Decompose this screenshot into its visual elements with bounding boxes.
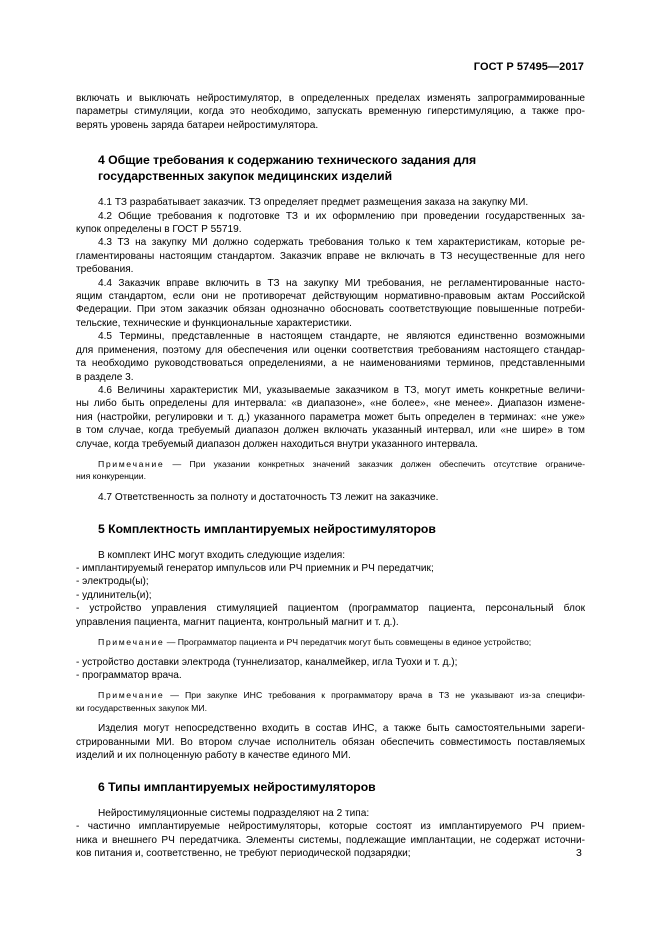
- clause-line: в разделе 3.: [76, 371, 134, 383]
- section-title-line: 5 Комплектность имплантируемых нейростимуляторов: [98, 522, 436, 537]
- section-5-title: [76, 522, 585, 538]
- section-title-line: 6 Типы имплантируемых нейростимуляторов: [98, 780, 376, 795]
- note-line: [76, 458, 585, 470]
- note-text: — Программатор пациента и РЧ передатчик могут быть совмещены в единое устройство;: [164, 637, 532, 648]
- list-item: ков питания и, соответственно, не требуют периодической подзарядки;: [76, 848, 411, 860]
- clause-4-5: [76, 330, 585, 384]
- section-5-list: [76, 549, 585, 629]
- list-item: - устройство управления стимуляцией пациентом (программатор пациента, персональный блок: [76, 603, 585, 615]
- section-title-line: государственных закупок медицинских изделий: [98, 168, 393, 183]
- clause-line: 4.2 Общие требования к подготовке ТЗ и их оформлению при проведении государственных за-: [98, 210, 585, 222]
- section-5-final: [76, 722, 585, 762]
- clause-line: ния (настройки, регулировки и т. д.) указанного параметра может быть определен в терминах: «не уже»: [76, 411, 585, 423]
- note-line: [76, 689, 585, 701]
- intro-line: включать и выключать нейростимулятор, в определенных пределах изменять запрограммированные: [76, 93, 585, 104]
- clause-4-4: [76, 277, 585, 331]
- clause-line: требования.: [76, 264, 134, 276]
- clause-line: тельские, технические и функциональные характеристики.: [76, 317, 352, 329]
- clause-line: Федерации. При этом заказчик обязан однозначно обосновать соответствующие повышенные потреби-: [76, 304, 585, 316]
- note-5-2: [76, 689, 585, 714]
- clause-line: купок определены в ГОСТ Р 55719.: [76, 224, 242, 236]
- clause-line: 4.6 Величины характеристик МИ, указываемые заказчиком в ТЗ, могут иметь конкретные величи-: [98, 384, 585, 396]
- paragraph-line: Изделия могут непосредственно входить в состав ИНС, а также быть самостоятельными зареги-: [98, 723, 585, 735]
- clause-line: 4.4 Заказчик вправе включить в ТЗ на закупку МИ требования, не регламентированные насто-: [98, 277, 585, 289]
- section-5-list-cont: [76, 656, 585, 683]
- note-label: Примечание: [98, 637, 165, 648]
- clause-4-3: [76, 236, 585, 276]
- list-item: - программатор врача.: [76, 669, 182, 681]
- paragraph-line: стрированными МИ. Во втором случае исполнитель обязан обеспечить совместимость поставляемых: [76, 736, 585, 748]
- note-4: [76, 458, 585, 483]
- section-4-title: [76, 153, 585, 184]
- note-line: [76, 636, 585, 648]
- clause-line: для применения, поэтому для обеспечения или оценки соответствия требованиям настоящего стандар-: [76, 344, 585, 356]
- clause-4-2: [76, 210, 585, 237]
- list-item: - электроды(ы);: [76, 576, 149, 588]
- note-5-1: [76, 636, 585, 648]
- note-text: — При указании конкретных значений заказчик должен обеспечить отсутствие ограниче-: [164, 458, 585, 469]
- note-label: Примечание: [98, 458, 165, 469]
- clause-line: 4.7 Ответственность за полноту и достаточность ТЗ лежит на заказчике.: [98, 491, 439, 503]
- document-body: [76, 92, 585, 860]
- clause-line: ны либо быть определены для интервала: «в диапазоне», «не более», «не менее». Диапазон измене-: [76, 398, 585, 410]
- note-line: ки государственных закупок МИ.: [76, 702, 207, 713]
- page-number: 3: [576, 847, 582, 859]
- clause-line: 4.1 ТЗ разрабатывает заказчик. ТЗ определяет предмет размещения заказа на закупку МИ.: [98, 197, 529, 209]
- clause-line: та необходимо руководствоваться определениями, а не наименованиями терминов, представленными: [76, 358, 585, 370]
- document-code: ГОСТ Р 57495—2017: [473, 61, 584, 73]
- clause-line: ящим стандартом, если они не противоречат действующим нормативно-правовым актам Российской: [76, 291, 585, 303]
- clause-4-1: [76, 196, 585, 209]
- clause-line: случае, когда требуемый диапазон должен находиться внутри указанного интервала.: [76, 438, 478, 450]
- paragraph-line: изделий и их полноценную работу в качестве единого МИ.: [76, 749, 351, 761]
- section-title-line: 4 Общие требования к содержанию технического задания для: [98, 153, 477, 168]
- intro-line: верять уровень заряда батареи нейростимулятора.: [76, 119, 319, 131]
- clause-4-7: [76, 491, 585, 504]
- paragraph-line: Нейростимуляционные системы подразделяют на 2 типа:: [98, 807, 370, 819]
- list-item: - имплантируемый генератор импульсов или РЧ приемник и РЧ передатчик;: [76, 563, 434, 575]
- clause-line: в том случае, когда требуемый диапазон должен включать указанный интервал, или «не шире» в том: [76, 425, 585, 437]
- section-6-title: [76, 780, 585, 796]
- list-intro: В комплект ИНС могут входить следующие изделия:: [98, 549, 346, 561]
- note-label: Примечание: [98, 690, 165, 701]
- clause-line: 4.5 Термины, представленные в настоящем стандарте, не являются единственно возможными: [98, 331, 585, 343]
- clause-line: 4.3 ТЗ на закупку МИ должно содержать требования только к тем характеристикам, которые ре-: [98, 237, 585, 249]
- list-item: - устройство доставки электрода (туннелизатор, каналмейкер, игла Туохи и т. д.);: [76, 656, 458, 668]
- list-item: - частично имплантируемые нейростимуляторы, которые состоят из имплантируемого РЧ прием-: [76, 821, 585, 833]
- section-6-body: [76, 807, 585, 861]
- list-item: - удлинитель(и);: [76, 589, 152, 601]
- note-line: ния конкуренции.: [76, 471, 146, 482]
- clause-line: гламентированы настоящим стандартом. Заказчик вправе не включать в ТЗ несущественные для него: [76, 250, 585, 262]
- note-text: — При закупке ИНС требования к программатору врача в ТЗ не указывают из-за специфи-: [164, 690, 585, 701]
- intro-paragraph: [76, 92, 585, 132]
- clause-4-6: [76, 384, 585, 451]
- intro-line: параметры стимуляции, когда это необходимо, запускать временную гиперстимуляцию, а также про-: [76, 106, 585, 118]
- list-item: ника и внешнего РЧ передатчика. Элементы системы, подлежащие имплантации, не содержат источни-: [76, 834, 585, 846]
- list-item: управления пациента, магнит пациента, контрольный магнит и т. д.).: [76, 616, 399, 628]
